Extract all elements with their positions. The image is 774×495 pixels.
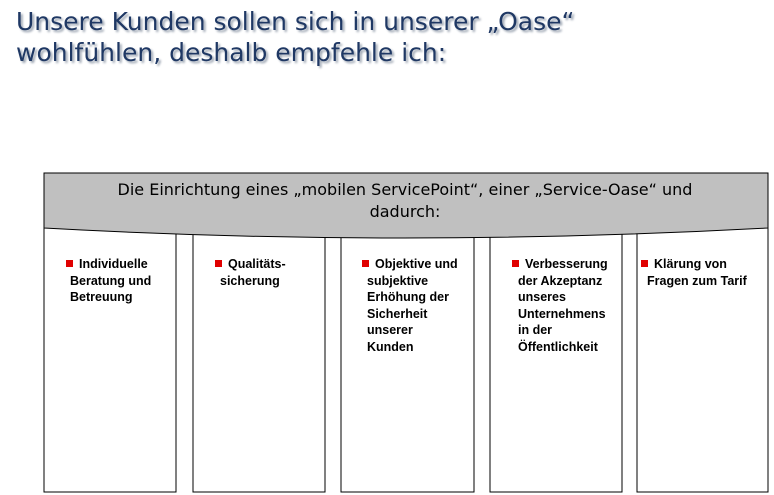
column-3-line-6: Kunden (367, 339, 414, 354)
title-line-1: Unsere Kunden sollen sich in unserer „Oase“ (16, 7, 575, 36)
title-line-2: wohlfühlen, deshalb empfehle ich: (16, 38, 447, 67)
header-line-1: Die Einrichtung eines „mobilen ServicePoint“, einer „Service-Oase“ und (117, 180, 693, 199)
bullet-icon (512, 260, 519, 267)
column-4-line-1: Verbesserung (525, 257, 608, 271)
bullet-icon (66, 260, 73, 267)
column-3-line-5: unserer (367, 323, 413, 337)
column-1-line-3: Betreuung (70, 290, 133, 304)
column-text-1 (66, 256, 151, 306)
bullet-icon (215, 260, 222, 267)
column-5-line-2: Fragen zum Tarif (647, 273, 747, 288)
column-2-line-1: Qualitäts- (228, 257, 286, 271)
column-text-3 (362, 256, 458, 355)
header-line-2: dadurch: (369, 202, 441, 221)
column-4-line-3: unseres (518, 290, 566, 304)
column-1-line-1: Individuelle (79, 257, 148, 271)
column-text-4 (512, 256, 608, 355)
column-3-line-3: Erhöhung der (367, 290, 449, 304)
column-4-line-6: Öffentlichkeit (518, 339, 598, 354)
column-5-line-1: Klärung von (654, 257, 727, 271)
bullet-icon (641, 260, 648, 267)
bullet-icon (362, 260, 369, 267)
column-4-line-4: Unternehmens (518, 306, 606, 321)
column-3-line-1: Objektive und (375, 257, 458, 271)
column-4-line-2: der Akzeptanz (518, 273, 603, 288)
column-2-line-2: sicherung (220, 273, 280, 288)
column-3-line-2: subjektive (367, 273, 429, 288)
column-4-line-5: in der (518, 323, 553, 337)
column-1-line-2: Beratung und (70, 273, 152, 288)
header-text (60, 179, 750, 223)
column-text-2 (215, 256, 286, 289)
column-text-5 (641, 256, 747, 289)
column-3-line-4: Sicherheit (367, 306, 428, 321)
